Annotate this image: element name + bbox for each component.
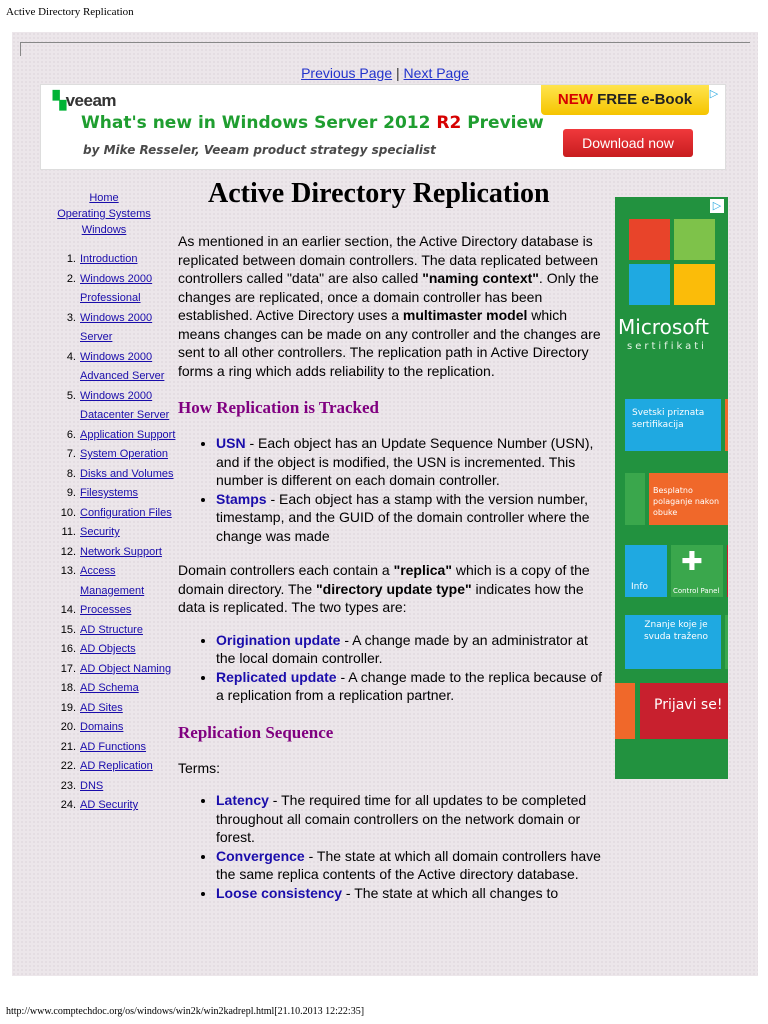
sidebar-item-link[interactable]: AD Security — [80, 799, 139, 811]
term-link[interactable]: Convergence — [216, 847, 305, 864]
sidebar-item — [32, 796, 176, 816]
term-link[interactable]: Stamps — [216, 490, 267, 507]
tile-orange-left — [615, 683, 635, 739]
sidebar-nav — [32, 190, 176, 816]
sidebar-item — [32, 465, 176, 485]
sidebar-item-link[interactable]: Network Support — [80, 545, 162, 558]
ad-choices-icon[interactable]: ▷ — [710, 199, 724, 213]
list-item — [216, 884, 610, 903]
sidebar-item — [32, 699, 176, 719]
top-banner-ad[interactable] — [40, 84, 726, 170]
sidebar-item-link[interactable]: AD Schema — [80, 682, 139, 694]
term-link[interactable]: Loose consistency — [216, 884, 343, 901]
sidebar-item-link[interactable]: System Operation — [80, 448, 169, 460]
sidebar-item — [32, 601, 176, 621]
tile-exam-text: Besplatno polaganje nakon obuke — [653, 486, 720, 517]
tile-info-text: Info — [631, 582, 649, 592]
list-item — [216, 490, 610, 546]
sidebar-item-number: 23. — [60, 779, 76, 792]
term-link[interactable]: Origination update — [216, 631, 341, 648]
sidebar-item-number: 16. — [60, 643, 76, 655]
term-description: - The required time for all updates to be completed throughout all comain controllers on the network domain or forest. — [216, 792, 587, 845]
term-description: - A change made by an administrator at the local domain controller. — [216, 631, 588, 666]
puzzle-icon: ✚ — [681, 547, 703, 577]
sidebar-item-number: 21. — [60, 740, 76, 753]
sidebar-item-number: 2. — [66, 272, 76, 285]
sidebar-top-link[interactable]: Home — [89, 192, 119, 204]
sidebar-item-number: 3. — [66, 311, 76, 324]
page-title: Active Directory Replication — [208, 178, 550, 209]
ms-logo-blue — [629, 264, 670, 305]
term-description: - A change made to the replica because of a replication from a replication partner. — [216, 668, 602, 703]
tile-certification-text: Svetski priznata sertifikacija — [632, 408, 705, 430]
sidebar-item-number: 14. — [60, 604, 76, 616]
sidebar-item-number: 9. — [66, 487, 76, 499]
sidebar-item — [32, 523, 176, 543]
sidebar-top-link[interactable]: Operating Systems — [57, 208, 151, 220]
sidebar-item — [32, 250, 176, 270]
term-link[interactable]: Latency — [216, 792, 269, 808]
sidebar-item-link[interactable]: AD Functions — [80, 740, 147, 753]
sidebar-item-number: 13. — [60, 565, 76, 577]
banner-subtitle: by Mike Resseler, Veeam product strategy specialist — [83, 143, 436, 157]
sidebar-item — [32, 640, 176, 660]
sidebar-item-number: 8. — [66, 467, 76, 480]
sidebar-item-number: 18. — [60, 682, 76, 694]
sidebar-item-link[interactable]: Configuration Files — [80, 506, 172, 519]
sidebar-item — [32, 387, 176, 426]
sidebar-item — [32, 660, 176, 680]
term-description: - The state at which all changes to — [342, 884, 559, 901]
ebook-badge[interactable]: NEW FREE e-Book — [541, 85, 709, 115]
banner-headline: What's new in Windows Server 2012 R2 Preview — [81, 113, 544, 133]
list-item — [216, 631, 610, 668]
sidebar-item-number: 24. — [60, 799, 76, 811]
sidebar-item — [32, 484, 176, 504]
term-description: - Each object has a stamp with the version number, timestamp, and the GUID of the domain controller where the change was made — [216, 490, 590, 544]
sidebar-item — [32, 738, 176, 758]
sidebar-item — [32, 757, 176, 777]
print-header: Active Directory Replication — [6, 6, 134, 18]
next-page-link[interactable]: Next Page — [403, 65, 469, 81]
sidebar-item-link[interactable]: Processes — [80, 604, 132, 616]
sidebar-item-number: 19. — [60, 701, 76, 714]
term-link[interactable]: Replicated update — [216, 668, 337, 685]
tile-green-left — [625, 473, 645, 525]
term-description: - The state at which all domain controllers have the same replica contents of the Active directory database. — [216, 847, 601, 882]
intro-paragraph: As mentioned in an earlier section, the Active Directory database is replicated between domain controllers. The data replicated between controllers called "data" are also called "naming context". Only the changes are replicated, once a domain controller has been established. Active Directory uses a multimaster model which means changes can be made on any controller and the changes are sent to all other controllers. The replication path in Active Directory forms a ring which adds reliability to the replication. — [178, 233, 601, 379]
sidebar-item-link[interactable]: Introduction — [80, 253, 138, 265]
sidebar-item-link[interactable]: Security — [80, 526, 120, 538]
microsoft-brand-sub: sertifikati — [627, 341, 707, 352]
sidebar-item-link[interactable]: Access Management — [80, 565, 145, 597]
sidebar-item — [32, 270, 176, 309]
update-types-list — [178, 631, 610, 705]
sidebar-item — [32, 718, 176, 738]
sidebar-list — [32, 250, 176, 816]
sidebar-item-number: 12. — [60, 545, 76, 558]
sidebar-item — [32, 562, 176, 601]
tile-control-panel-text: Control Panel — [673, 587, 720, 595]
page-content — [12, 32, 758, 976]
veeam-logo: ▚veeam — [53, 91, 117, 110]
sidebar-item-link[interactable]: Application Support — [80, 428, 176, 441]
terms-list — [178, 791, 610, 902]
sidebar-item — [32, 426, 176, 446]
sidebar-item-number: 17. — [60, 662, 76, 675]
ms-logo-red — [629, 219, 670, 260]
sidebar-item — [32, 309, 176, 348]
sidebar-item-link[interactable]: Windows 2000 Server — [80, 311, 153, 343]
sidebar-item-number: 20. — [60, 721, 76, 733]
terms-label: Terms: — [178, 759, 220, 776]
sidebar-item-number: 5. — [66, 389, 76, 402]
top-divider — [20, 42, 750, 56]
article — [178, 172, 610, 918]
list-item — [216, 668, 610, 705]
sidebar-item — [32, 504, 176, 524]
sidebar-item — [32, 348, 176, 387]
sidebar-item — [32, 445, 176, 465]
section-heading-tracking: How Replication is Tracked — [178, 398, 380, 417]
sidebar-item — [32, 621, 176, 641]
sidebar-item-link[interactable]: Windows 2000 Datacenter Server — [80, 389, 170, 421]
list-item — [216, 847, 610, 884]
sidebar-item-link[interactable]: Windows 2000 Advanced Server — [80, 350, 165, 382]
term-description: - Each object has an Update Sequence Number (USN), and if the object is modified, the USN is incremented. This number is different on each domain controller. — [216, 435, 594, 488]
sidebar-item-link[interactable]: Filesystems — [80, 487, 139, 499]
sidebar-item — [32, 543, 176, 563]
sidebar-item-number: 10. — [60, 506, 76, 519]
sidebar-item-link[interactable]: AD Objects — [80, 643, 136, 655]
sidebar-item-number: 1. — [66, 253, 76, 265]
ms-logo-green — [674, 219, 715, 260]
tile-green-edge — [725, 615, 728, 669]
tracking-list — [178, 434, 610, 545]
sidebar-item — [32, 679, 176, 699]
sidebar-item-link[interactable]: AD Structure — [80, 623, 143, 636]
sidebar-item-number: 15. — [60, 623, 76, 636]
sidebar-item-link[interactable]: AD Replication — [80, 760, 153, 772]
replica-paragraph: Domain controllers each contain a "replica" which is a copy of the domain directory. The "directory update type" indicates how the data is replicated. The two types are: — [178, 562, 590, 615]
sidebar-item — [32, 777, 176, 797]
print-footer: http://www.comptechdoc.org/os/windows/win2k/win2kadrepl.html[21.10.2013 12:22:35] — [6, 1006, 365, 1017]
tile-knowledge-text: Znanje koje je svuda traženo — [643, 620, 709, 642]
sidebar-item-number: 6. — [66, 428, 76, 441]
prijavi-se-button[interactable]: Prijavi se! — [640, 683, 728, 739]
sidebar-item-link[interactable]: Windows 2000 Professional — [80, 272, 153, 304]
ad-choices-icon[interactable]: ▷ — [709, 87, 719, 100]
sidebar-item-number: 7. — [66, 448, 76, 460]
nav-separator: | — [396, 65, 400, 81]
sidebar-top-link[interactable]: Windows — [81, 224, 127, 236]
sidebar-item-link[interactable]: Domains — [80, 721, 124, 733]
tile-red-edge — [727, 545, 728, 597]
previous-page-link[interactable]: Previous Page — [301, 65, 393, 81]
sidebar-item-link[interactable]: AD Object Naming — [80, 662, 172, 675]
sidebar-item-link[interactable]: AD Sites — [80, 701, 123, 714]
sidebar-item-number: 4. — [66, 350, 76, 363]
sidebar-item-link[interactable]: DNS — [80, 779, 104, 792]
sidebar-item-number: 22. — [60, 760, 76, 772]
term-link[interactable]: USN — [216, 435, 246, 451]
page-nav — [12, 65, 758, 81]
microsoft-brand: Microsoft — [618, 315, 710, 339]
ms-logo-yellow — [674, 264, 715, 305]
sidebar-item-number: 11. — [61, 526, 76, 538]
list-item — [216, 434, 610, 490]
microsoft-side-ad[interactable] — [615, 197, 728, 779]
sidebar-item-link[interactable]: Disks and Volumes — [80, 467, 174, 480]
tile-orange-edge — [725, 399, 728, 451]
list-item — [216, 791, 610, 847]
download-now-button[interactable]: Download now — [563, 129, 693, 157]
sidebar-top-links — [32, 190, 176, 238]
section-heading-sequence: Replication Sequence — [178, 722, 334, 742]
